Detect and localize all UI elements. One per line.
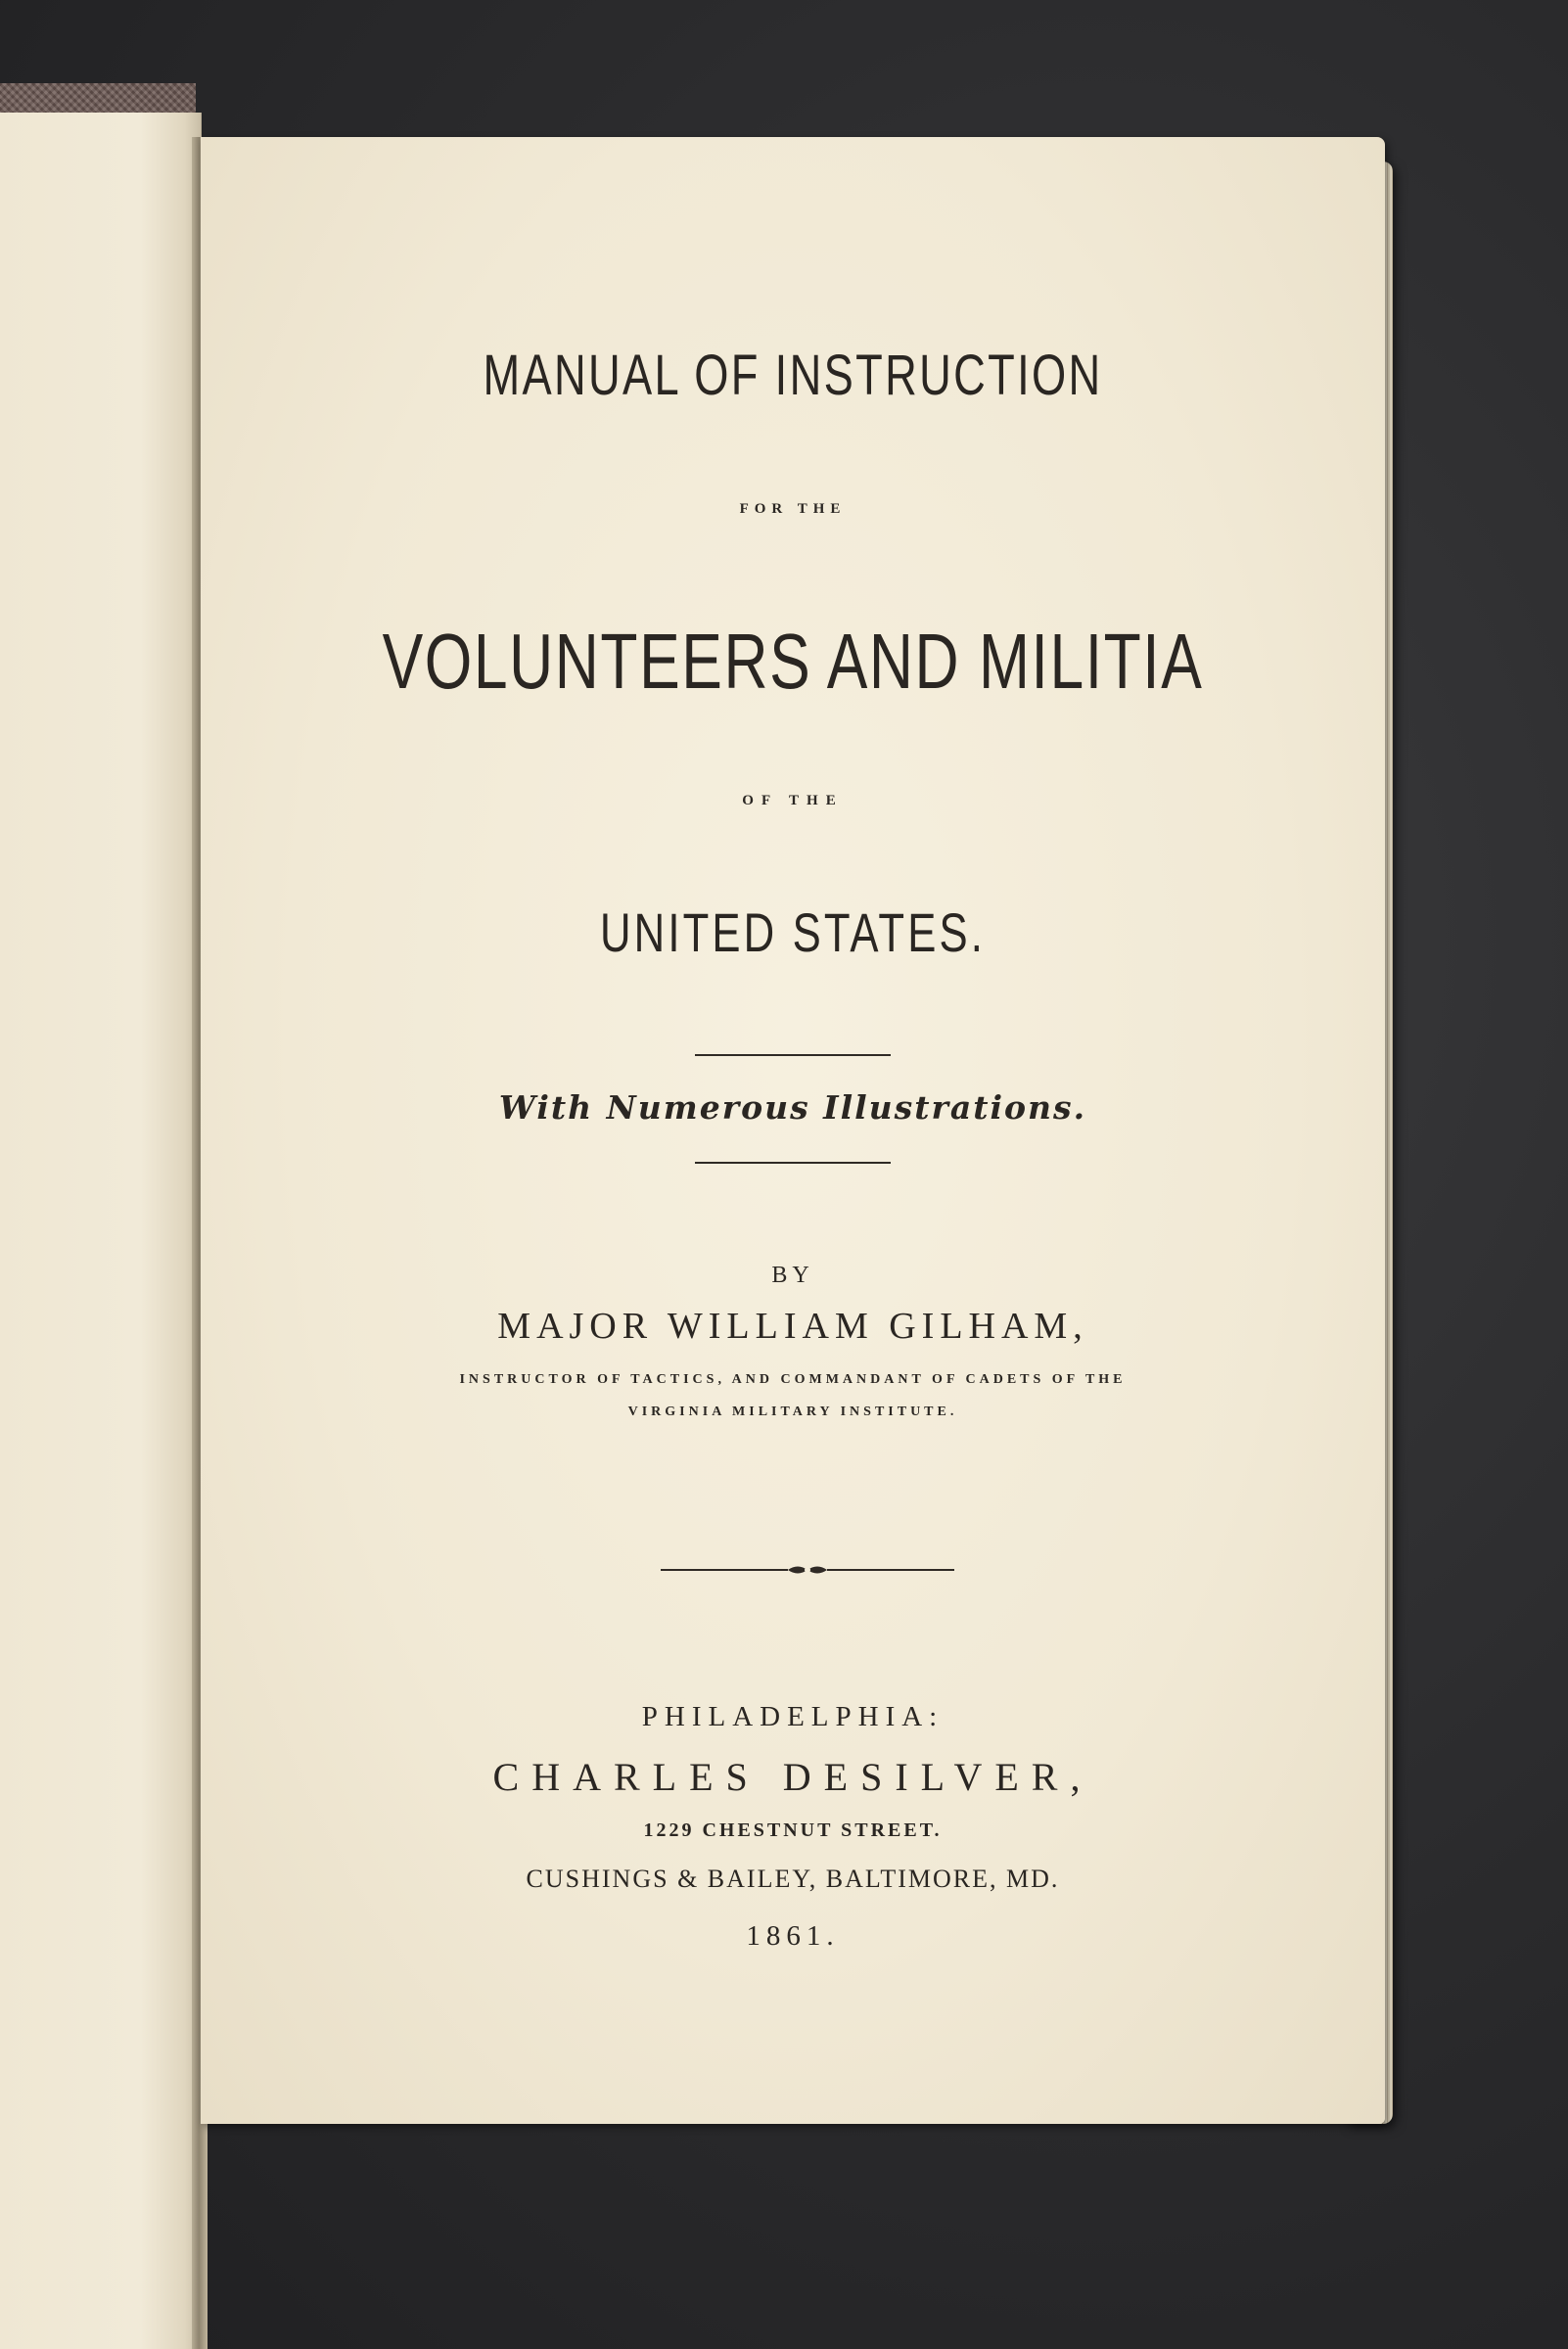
author-credentials-line-1: INSTRUCTOR OF TACTICS, AND COMMANDANT OF CADETS OF THE: [459, 1372, 1127, 1387]
publisher-name: CHARLES DESILVER,: [492, 1755, 1093, 1799]
title-page: [201, 137, 1385, 2124]
publication-place: PHILADELPHIA:: [641, 1701, 945, 1732]
publication-year: 1861.: [746, 1920, 840, 1952]
lower-rule: [695, 1162, 891, 1164]
illustrations-line: With Numerous Illustrations.: [498, 1088, 1087, 1127]
upper-rule: [695, 1054, 891, 1056]
for-the-line: FOR THE: [739, 501, 847, 517]
author-credentials-line-2: VIRGINIA MILITARY INSTITUTE.: [627, 1405, 958, 1419]
publisher-address: 1229 CHESTNUT STREET.: [643, 1819, 943, 1841]
left-endpaper: [0, 113, 202, 2349]
ornamental-rule: [661, 1562, 954, 1578]
author-name: MAJOR WILLIAM GILHAM,: [497, 1306, 1088, 1347]
country-name: UNITED STATES.: [600, 901, 986, 963]
book-subtitle: VOLUNTEERS AND MILITIA: [382, 618, 1204, 705]
co-publisher: CUSHINGS & BAILEY, BALTIMORE, MD.: [526, 1865, 1060, 1893]
by-line: BY: [771, 1263, 814, 1288]
book-title: MANUAL OF INSTRUCTION: [483, 344, 1103, 407]
of-the-line: OF THE: [742, 793, 844, 808]
